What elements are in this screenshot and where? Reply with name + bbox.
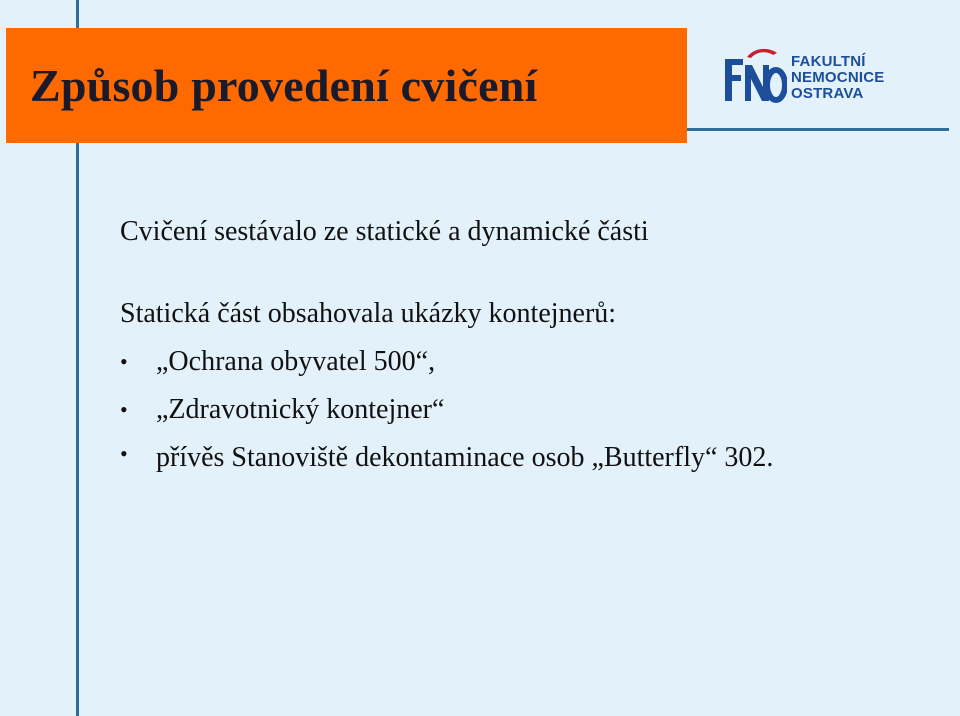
lead-text: Statická část obsahovala ukázky kontejnerů: — [120, 298, 617, 329]
list-item-text: „Zdravotnický kontejner“ — [156, 394, 445, 425]
list-item-text: „Ochrana obyvatel 500“, — [156, 346, 436, 377]
logo-line: NEMOCNICE — [791, 69, 885, 86]
bullet-list — [120, 338, 940, 478]
slide-title: Způsob provedení cvičení — [30, 60, 538, 111]
hospital-logo — [721, 42, 906, 114]
list-item — [120, 386, 940, 434]
list-item-text: přívěs Stanoviště dekontaminace osob „Butterfly“ 302. — [156, 442, 774, 473]
title-bar — [6, 28, 687, 143]
logo-line: OSTRAVA — [791, 85, 864, 102]
fno-logo-icon — [721, 45, 787, 111]
logo-line: FAKULTNÍ — [791, 53, 866, 70]
logo-text — [791, 54, 884, 102]
bullet-icon: • — [120, 441, 128, 466]
list-item — [120, 434, 940, 478]
list-item — [120, 338, 940, 386]
bullet-icon: • — [120, 349, 128, 374]
slide-body — [120, 208, 940, 478]
intro-text: Cvičení sestávalo ze statické a dynamické části — [120, 216, 649, 247]
horizontal-divider — [687, 128, 949, 131]
bullet-icon: • — [120, 397, 128, 422]
